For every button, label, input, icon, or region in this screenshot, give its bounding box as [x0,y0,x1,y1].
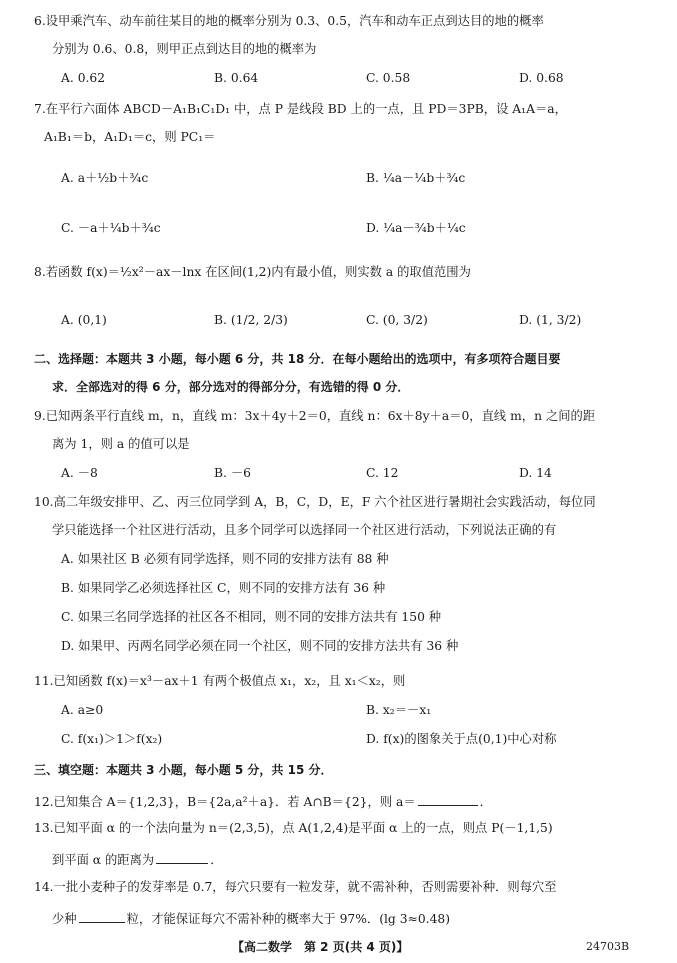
q13-stem-line1: 13.已知平面 α 的一个法向量为 n＝(2,3,5)，点 A(1,2,4)是平面 α 上的一点，则点 P(－1,1,5) [34,821,553,835]
q10-stem-line2: 学只能选择一个社区进行活动，且多个同学可以选择同一个社区进行活动，下列说法正确的有 [52,523,557,537]
q12-text-after: ． [479,795,492,809]
q11-option-d: D. f(x)的图象关于点(0,1)中心对称 [366,732,557,746]
q7-stem-line1: 7.在平行六面体 ABCD－A₁B₁C₁D₁ 中，点 P 是线段 BD 上的一点，且 PD＝3PB，设 A₁A＝a， [34,102,567,116]
page-footer-code: 24703B [586,940,630,953]
q14-text-after: 粒，才能保证每穴不需补种的概率大于 97%．(lg 3≈0.48) [126,912,451,926]
q7-option-b: B. ¼a－¼b＋¾c [366,171,466,185]
q11-option-a: A. a≥0 [61,703,104,717]
q12-answer-blank[interactable] [418,793,478,806]
page-footer-title: 【高二数学 第 2 页(共 4 页)】 [232,940,409,954]
q10-option-a: A. 如果社区 B 必须有同学选择，则不同的安排方法有 88 种 [61,552,389,566]
section2-heading-line1: 二、选择题：本题共 3 小题，每小题 6 分，共 18 分．在每小题给出的选项中，有多项符合题目要 [34,352,561,366]
q13-text-before: 到平面 α 的距离为 [52,853,155,867]
q9-option-c: C. 12 [366,466,399,480]
q8-option-d: D. (1, 3/2) [519,313,582,327]
q8-option-b: B. (1/2, 2/3) [214,313,288,327]
q6-option-d: D. 0.68 [519,71,564,85]
q9-stem-line2: 离为 1，则 a 的值可以是 [52,437,190,451]
q10-option-d: D. 如果甲、丙两名同学必须在同一个社区，则不同的安排方法共有 36 种 [61,639,459,653]
q11-option-b: B. x₂＝－x₁ [366,703,432,717]
q6-option-b: B. 0.64 [214,71,259,85]
q10-option-c: C. 如果三名同学选择的社区各不相同，则不同的安排方法共有 150 种 [61,610,442,624]
q6-stem-line2: 分别为 0.6、0.8，则甲正点到达目的地的概率为 [52,42,317,56]
q9-option-a: A. －8 [61,466,98,480]
q10-option-b: B. 如果同学乙必须选择社区 C，则不同的安排方法有 36 种 [61,581,386,595]
q7-stem-line2: A₁B₁＝b，A₁D₁＝c，则 PC₁＝ [44,130,216,144]
q14-answer-blank[interactable] [79,910,125,923]
q8-stem-line1: 8.若函数 f(x)＝½x²－ax－lnx 在区间(1,2)内有最小值，则实数 a 的取值范围为 [34,265,471,279]
q13-stem-line2 [52,851,223,866]
q14-stem-line1: 14.一批小麦种子的发芽率是 0.7，每穴只要有一粒发芽，就不需补种，否则需要补种．则每穴至 [34,880,557,894]
q7-option-c: C. －a＋¼b＋¾c [61,221,161,235]
q9-stem-line1: 9.已知两条平行直线 m，n，直线 m：3x＋4y＋2＝0，直线 n：6x＋8y＋a＝0，直线 m，n 之间的距 [34,409,596,423]
q8-option-a: A. (0,1) [61,313,107,327]
q9-option-b: B. －6 [214,466,251,480]
q13-text-after: ． [210,853,223,867]
q6-option-a: A. 0.62 [61,71,106,85]
q7-option-d: D. ¼a－¾b＋¼c [366,221,466,235]
q9-option-d: D. 14 [519,466,552,480]
q7-option-a: A. a＋½b＋¾c [61,171,149,185]
section2-heading-line2: 求．全部选对的得 6 分，部分选对的得部分分，有选错的得 0 分． [52,380,410,394]
section3-heading: 三、填空题：本题共 3 小题，每小题 5 分，共 15 分． [34,763,333,777]
q14-text-before: 少种 [52,912,77,926]
q11-stem-line1: 11.已知函数 f(x)＝x³－ax＋1 有两个极值点 x₁，x₂，且 x₁＜x₂，则 [34,674,406,688]
q8-option-c: C. (0, 3/2) [366,313,428,327]
q14-stem-line2 [52,910,450,925]
q12-stem [34,793,492,808]
q6-stem-line1: 6.设甲乘汽车、动车前往某目的地的概率分别为 0.3、0.5，汽车和动车正点到达目的地的概率 [34,14,544,28]
q6-option-c: C. 0.58 [366,71,411,85]
q12-text-before: 12.已知集合 A＝{1,2,3}，B＝{2a,a²＋a}．若 A∩B＝{2}，则 a＝ [34,795,416,809]
q10-stem-line1: 10.高二年级安排甲、乙、丙三位同学到 A，B，C，D，E，F 六个社区进行暑期社会实践活动，每位同 [34,495,596,509]
q11-option-c: C. f(x₁)＞1＞f(x₂) [61,732,163,746]
q13-answer-blank[interactable] [156,851,208,864]
